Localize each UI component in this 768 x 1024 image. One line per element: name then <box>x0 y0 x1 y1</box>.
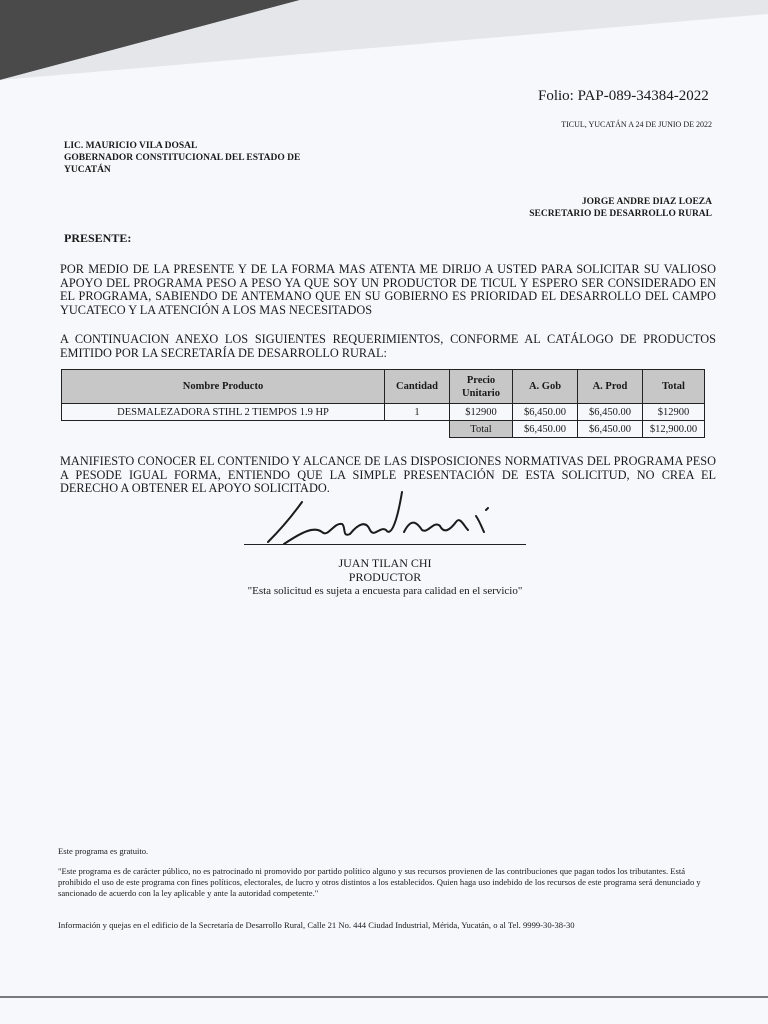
greeting: PRESENTE: <box>64 231 132 245</box>
folded-corner-shadow <box>0 0 768 80</box>
place-date: TICUL, YUCATÁN A 24 DE JUNIO DE 2022 <box>561 120 712 129</box>
col-qty: Cantidad <box>385 370 450 404</box>
cell-unit-price: $12900 <box>450 404 513 421</box>
sender-block <box>529 196 712 220</box>
cell-product: DESMALEZADORA STIHL 2 TIEMPOS 1.9 HP <box>62 404 385 421</box>
handwritten-signature <box>262 486 502 550</box>
signature-line <box>244 544 526 545</box>
footer-free-program: Este programa es gratuito. <box>58 846 149 856</box>
signer-name: JUAN TILAN CHI <box>338 556 432 570</box>
cell-total: $12900 <box>643 404 705 421</box>
col-product: Nombre Producto <box>62 370 385 404</box>
cell-qty: 1 <box>385 404 450 421</box>
acknowledgement-paragraph: MANIFIESTO CONOCER EL CONTENIDO Y ALCANCE DE LAS DISPOSICIONES NORMATIVAS DEL PROGRAMA PESO A PESODE IGUAL FORMA, ENTIENDO QUE LA SIMPLE PRESENTACIÓN DE ESTA SOLICITUD, NO CREA EL DERECHO A OBTENER EL APOYO SOLICITADO. <box>60 454 716 495</box>
totals-total: $12,900.00 <box>643 421 705 438</box>
table-row <box>62 404 705 421</box>
footer-contact-info: Información y quejas en el edificio de la Secretaría de Desarrollo Rural, Calle 21 No. 444 Ciudad Industrial, Mérida, Yucatán, o al Tel. 9999-30-38-30 <box>58 920 575 930</box>
cell-gob: $6,450.00 <box>513 404 578 421</box>
col-gob: A. Gob <box>513 370 578 404</box>
totals-gob: $6,450.00 <box>513 421 578 438</box>
col-unit-price: Precio Unitario <box>450 370 513 404</box>
request-paragraph: POR MEDIO DE LA PRESENTE Y DE LA FORMA MAS ATENTA ME DIRIJO A USTED PARA SOLICITAR SU VALIOSO APOYO DEL PROGRAMA PESO A PESO YA QUE SOY UN PRODUCTOR DE TICUL Y ESPERO SER CONSIDERADO EN EL PROGRAMA, SABIENDO DE ANTEMANO QUE EN SU GOBIERNO ES PRIORIDAD EL DESARROLLO DEL CAMPO YUCATECO Y LA ATENCIÓN A LOS MAS NECESITADOS <box>60 262 716 317</box>
signer-role: PRODUCTOR <box>348 570 422 584</box>
addressee-title: GOBERNADOR CONSTITUCIONAL DEL ESTADO DE YUCATÁN <box>64 153 301 175</box>
totals-row <box>62 421 705 438</box>
totals-prod: $6,450.00 <box>578 421 643 438</box>
addressee-name: LIC. MAURICIO VILA DOSAL <box>64 141 198 151</box>
col-total: Total <box>643 370 705 404</box>
cell-prod: $6,450.00 <box>578 404 643 421</box>
totals-label: Total <box>450 421 513 438</box>
sender-title: SECRETARIO DE DESARROLLO RURAL <box>529 209 712 219</box>
footer-legal-notice: "Este programa es de carácter público, no es patrocinado ni promovido por partido político alguno y sus recursos provienen de las contribuciones que pagan todos los tributantes. Está prohibido el uso de este programa con fines políticos, electorales, de lucro y otros distintos a los establecidos. Quien haga uso indebido de los recursos de este programa será denunciado y sancionado de acuerdo con la ley aplicable y ante la autoridad competente." <box>58 866 701 898</box>
sender-name: JORGE ANDRE DIAZ LOEZA <box>581 197 712 207</box>
products-table <box>61 369 705 438</box>
table-header-row <box>62 370 705 404</box>
folio-number: Folio: PAP-089-34384-2022 <box>538 88 709 104</box>
col-prod: A. Prod <box>578 370 643 404</box>
addressee-block <box>64 140 324 176</box>
page-edge <box>0 996 768 998</box>
survey-note: "Esta solicitud es sujeta a encuesta para calidad en el servicio" <box>247 585 523 597</box>
requirements-paragraph: A CONTINUACION ANEXO LOS SIGUIENTES REQUERIMIENTOS, CONFORME AL CATÁLOGO DE PRODUCTOS EMITIDO POR LA SECRETARÍA DE DESARROLLO RURAL: <box>60 332 716 360</box>
